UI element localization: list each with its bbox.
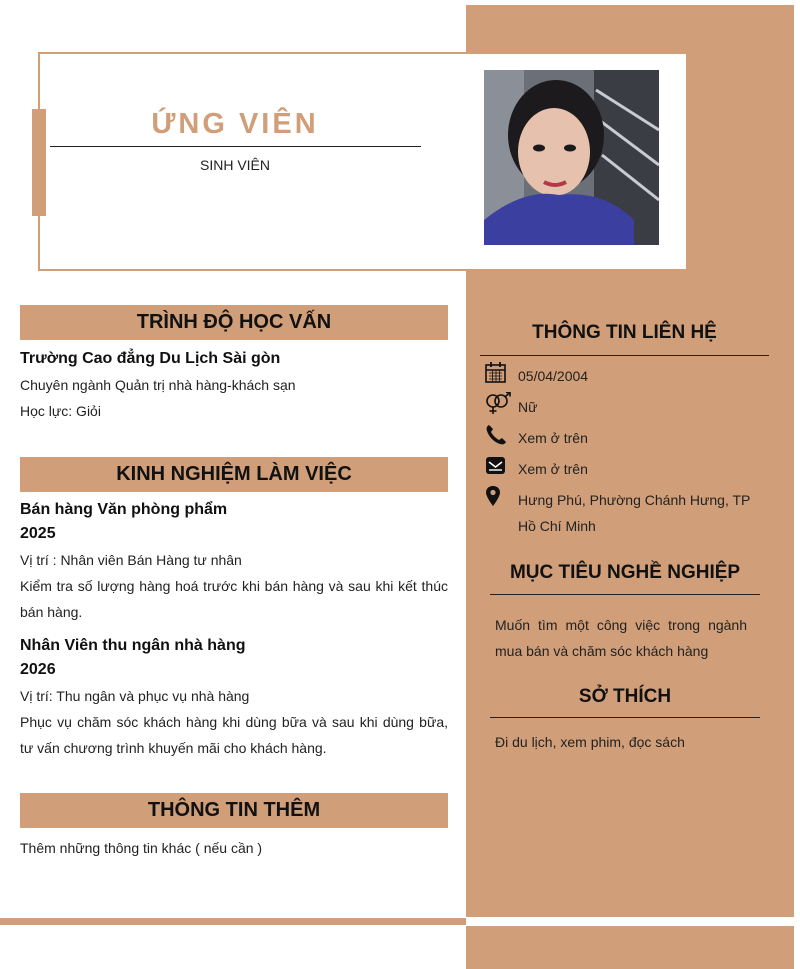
hobbies-text: Đi du lịch, xem phim, đọc sách <box>495 734 685 750</box>
job-position: Vị trí: Thu ngân và phục vụ nhà hàng <box>20 688 250 704</box>
experience-heading: KINH NGHIỆM LÀM VIỆC <box>20 457 448 492</box>
job-title: Nhân Viên thu ngân nhà hàng <box>20 637 246 654</box>
objective-rule <box>490 594 760 595</box>
additional-text: Thêm những thông tin khác ( nếu cần ) <box>20 840 263 856</box>
profile-photo <box>484 70 659 245</box>
hobbies-rule <box>490 717 760 718</box>
contact-item-email <box>484 454 774 482</box>
contact-text: Xem ở trên <box>518 461 588 477</box>
contact-item-address <box>484 485 774 539</box>
gender-icon <box>484 392 508 416</box>
location-icon <box>484 485 508 509</box>
education-heading: TRÌNH ĐỘ HỌC VẤN <box>20 305 448 340</box>
job-title: Bán hàng Văn phòng phẩm <box>20 501 228 518</box>
bottom-right-band <box>466 926 794 969</box>
candidate-title: SINH VIÊN <box>199 157 270 173</box>
education-school: Trường Cao đẳng Du Lịch Sài gòn <box>20 350 281 367</box>
education-major: Chuyên ngành Quản trị nhà hàng-khách sạn <box>20 377 296 393</box>
candidate-name: ỨNG VIÊN <box>151 108 319 140</box>
hobbies-heading: SỞ THÍCH <box>578 686 672 707</box>
job-position: Vị trí : Nhân viên Bán Hàng tư nhân <box>20 552 242 568</box>
email-icon <box>484 454 508 478</box>
contact-item-gender <box>484 392 774 420</box>
education-grade: Học lực: Giỏi <box>20 403 101 419</box>
job-year: 2026 <box>20 661 56 678</box>
contact-item-phone <box>484 423 774 451</box>
contact-text: 05/04/2004 <box>518 368 589 384</box>
header-accent-bar <box>32 109 46 216</box>
contact-text: Hưng Phú, Phường Chánh Hưng, TP Hồ Chí Minh <box>518 492 751 534</box>
job-description: Phục vụ chăm sóc khách hàng khi dùng bữa và sau khi dùng bữa, tư vấn chương trình khuyến mãi cho khách hàng. <box>20 714 448 756</box>
contact-item-birthdate <box>484 361 774 389</box>
job-year: 2025 <box>20 525 56 542</box>
additional-heading: THÔNG TIN THÊM <box>20 793 448 828</box>
bottom-left-divider <box>0 918 466 925</box>
name-underline <box>50 146 421 147</box>
objective-text: Muốn tìm một công việc trong ngành mua bán và chăm sóc khách hàng <box>495 617 747 659</box>
calendar-icon <box>484 361 508 385</box>
objective-heading: MỤC TIÊU NGHỀ NGHIỆP <box>509 562 741 583</box>
job-description: Kiểm tra số lượng hàng hoá trước khi bán hàng và sau khi kết thúc bán hàng. <box>20 578 448 620</box>
phone-icon <box>484 423 508 447</box>
contact-text: Nữ <box>518 399 538 415</box>
contact-rule <box>480 355 769 356</box>
contact-text: Xem ở trên <box>518 430 588 446</box>
contact-heading: THÔNG TIN LIÊN HỆ <box>532 322 717 343</box>
